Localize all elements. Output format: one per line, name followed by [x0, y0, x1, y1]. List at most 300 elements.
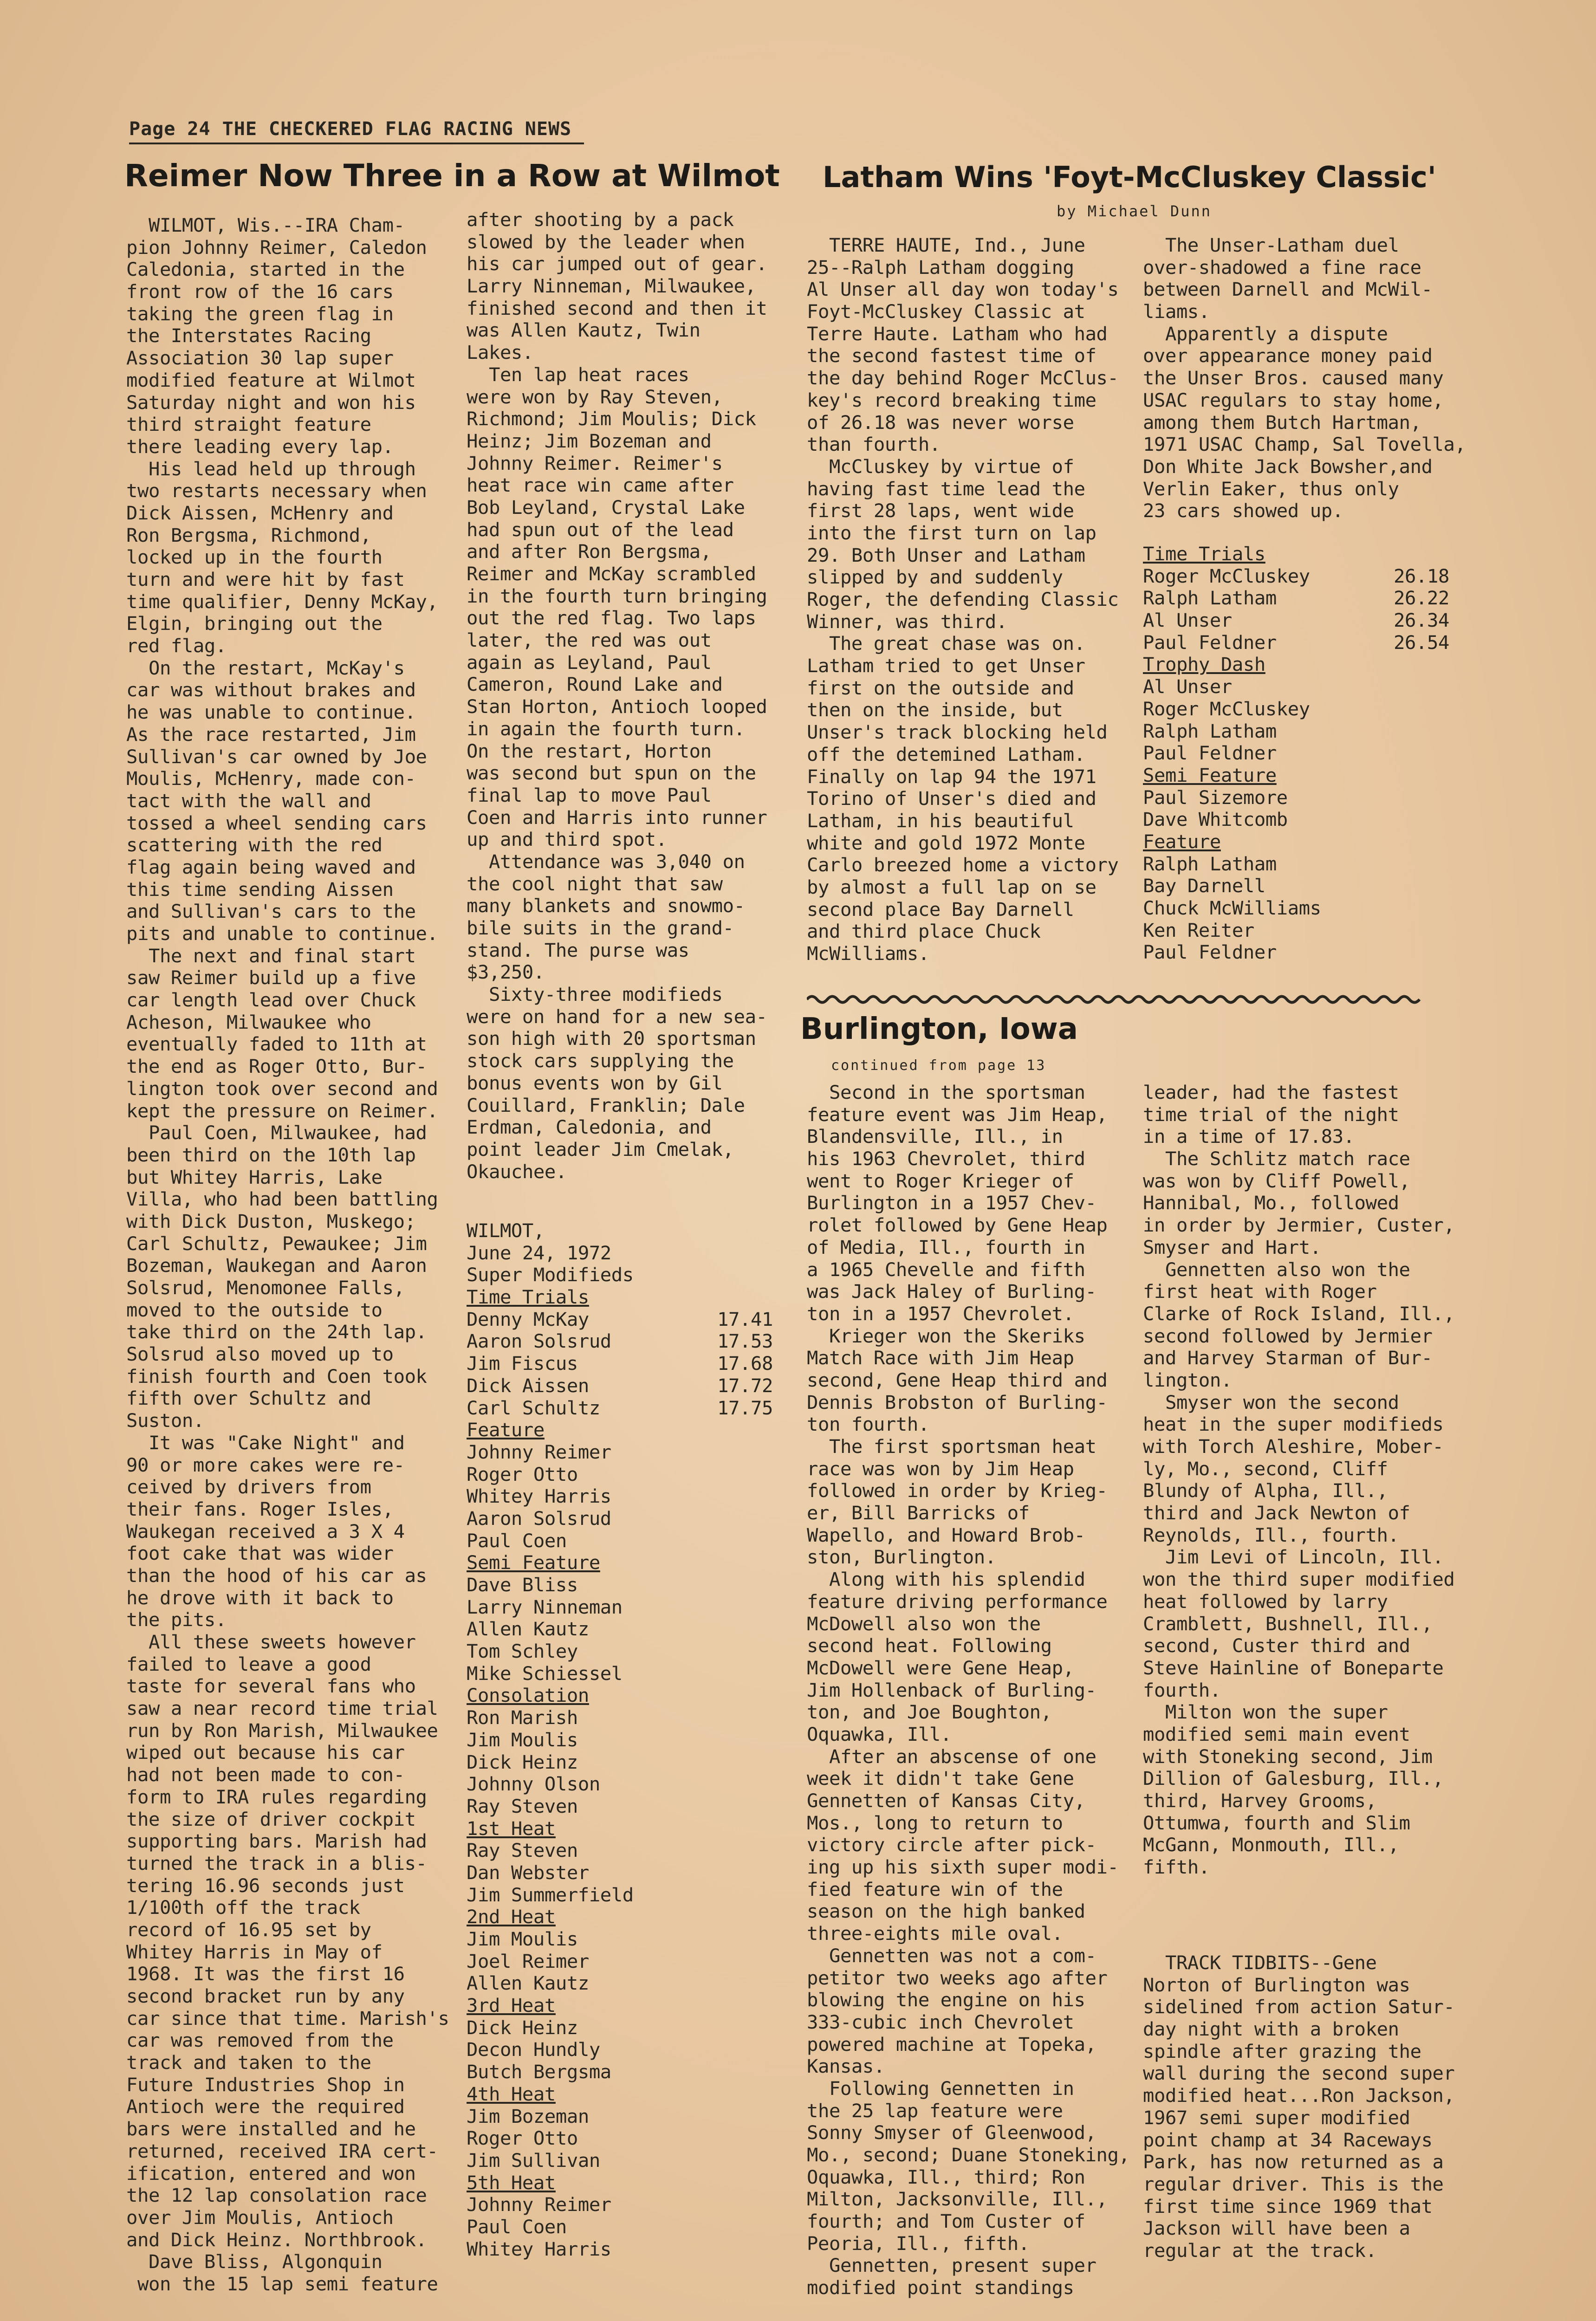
driver-name: Paul Feldner	[1143, 631, 1277, 654]
driver-name: Dick Heinz	[467, 2016, 578, 2039]
article-line: Torino of Unser's died and	[807, 787, 1096, 810]
results-row	[1143, 875, 1449, 897]
results-row	[467, 1508, 773, 1530]
article-line: the pits.	[126, 1608, 227, 1631]
article-line: the day behind Roger McClus-	[807, 367, 1119, 389]
driver-name: Al Unser	[1143, 609, 1232, 632]
lap-time: 26.54	[1394, 631, 1449, 654]
article-line: Unser's track blocking held	[807, 721, 1108, 744]
article-line: TERRE HAUTE, Ind., June	[807, 234, 1085, 256]
article-line: Heinz; Jim Bozeman and	[467, 429, 712, 452]
driver-name: Whitey Harris	[467, 1485, 611, 1508]
article-line: and Harvey Starman of Bur-	[1143, 1347, 1433, 1369]
driver-name: Denny McKay	[467, 1308, 589, 1330]
article-line: fied feature win of the	[807, 1878, 1063, 1900]
article-line: but Whitey Harris, Lake	[126, 1166, 383, 1188]
article-line: Johnny Reimer. Reimer's	[467, 452, 723, 474]
driver-name: Bay Darnell	[1143, 875, 1265, 897]
article-line: Smyser and Hart.	[1143, 1236, 1321, 1258]
driver-name: Jim Sullivan	[467, 2149, 600, 2172]
article-line: key's record breaking time	[807, 389, 1096, 411]
article-line: season on the high banked	[807, 1900, 1085, 1923]
article-line: car was removed from the	[126, 2029, 394, 2052]
article-line: Coen and Harris into runner	[467, 806, 767, 829]
article-line: Richmond; Jim Moulis; Dick	[467, 408, 756, 430]
article-line: saw a near record time trial	[126, 1697, 438, 1720]
article-line: Peoria, Ill., fifth.	[807, 2232, 1030, 2255]
article-line: his 1963 Chevrolet, third	[807, 1148, 1085, 1170]
results-row	[467, 1485, 773, 1508]
lap-time: 26.34	[1394, 609, 1449, 632]
article-line: er, Bill Barricks of	[807, 1502, 1030, 1524]
article-line: Sonny Smyser of Gleenwood,	[807, 2121, 1096, 2144]
driver-name: Allen Kautz	[467, 1972, 589, 1995]
article-line: returned, received IRA cert-	[126, 2139, 438, 2162]
results-row	[467, 1951, 773, 1973]
article-line: Suston.	[126, 1409, 204, 1432]
article-line: second followed by Jermier	[1143, 1324, 1433, 1347]
article-line: final lap to move Paul	[467, 784, 712, 806]
driver-name: Joel Reimer	[467, 1950, 589, 1972]
results-row	[467, 1530, 773, 1552]
article-line: track and taken to the	[126, 2051, 371, 2074]
results-row	[1143, 853, 1449, 875]
article-line: ton fourth.	[807, 1413, 929, 1436]
article-line: second place Bay Darnell	[807, 898, 1074, 921]
article-line: Stan Horton, Antioch looped	[467, 695, 767, 718]
headline-wilmot: Reimer Now Three in a Row at Wilmot	[124, 158, 780, 194]
burlington-column-2	[1143, 1082, 1455, 1879]
article-line: a 1965 Chevelle and fifth	[807, 1258, 1085, 1281]
lap-time: 17.41	[717, 1308, 773, 1330]
article-line: Wapello, and Howard Brob-	[807, 1524, 1085, 1546]
driver-name: Whitey Harris	[467, 2237, 611, 2260]
article-line: record of 16.95 set by	[126, 1918, 371, 1941]
driver-name: Paul Feldner	[1143, 941, 1277, 964]
article-line: Carl Schultz, Pewaukee; Jim	[126, 1232, 427, 1255]
results-heading: Time Trials	[1143, 543, 1265, 565]
article-line: Dave Bliss, Algonquin	[126, 2250, 383, 2273]
article-line: heat in the super modifieds	[1143, 1413, 1444, 1436]
article-line: was won by Cliff Powell,	[1143, 1169, 1410, 1192]
article-line: 23 cars showed up.	[1143, 499, 1343, 522]
driver-name: Johnny Olson	[467, 1773, 600, 1796]
driver-name: Tom Schley	[467, 1640, 578, 1663]
driver-name: Paul Coen	[467, 2215, 567, 2238]
article-line: Apparently a dispute	[1143, 322, 1388, 345]
article-line: was second but spun on the	[467, 762, 756, 784]
article-line: Acheson, Milwaukee who	[126, 1011, 371, 1033]
article-line: were on hand for a new sea-	[467, 1005, 767, 1028]
article-line: many blankets and snowmo-	[467, 895, 745, 917]
article-line: of 26.18 was never worse	[807, 411, 1074, 434]
article-line: The great chase was on.	[807, 632, 1085, 655]
results-row	[467, 2150, 773, 2172]
article-line: run by Ron Marish, Milwaukee	[126, 1719, 438, 1742]
article-line: won the 15 lap semi feature	[126, 2272, 438, 2295]
results-row	[467, 1397, 773, 1420]
results-row	[467, 1751, 773, 1774]
driver-name: Dave Whitcomb	[1143, 808, 1288, 831]
article-line: up and third spot.	[467, 828, 667, 851]
article-line: Roger, the defending Classic	[807, 588, 1119, 610]
driver-name: Jim Moulis	[467, 1928, 578, 1950]
results-row	[467, 1464, 773, 1486]
driver-name: Roger McCluskey	[1143, 564, 1310, 587]
article-line: eventually faded to 11th at	[126, 1033, 427, 1056]
results-row	[467, 1309, 773, 1331]
article-line: red flag.	[126, 635, 227, 657]
article-line: supporting bars. Marish had	[126, 1830, 427, 1853]
article-line: Match Race with Jim Heap	[807, 1347, 1074, 1369]
driver-name: Dan Webster	[467, 1861, 589, 1884]
results-row	[1143, 941, 1449, 964]
article-line: TRACK TIDBITS--Gene	[1143, 1951, 1377, 1974]
article-line: Solsrud also moved up to	[126, 1343, 394, 1366]
article-line: the 25 lap feature were	[807, 2099, 1063, 2122]
article-line: Jackson will have been a	[1143, 2217, 1410, 2240]
article-line: wiped out because his car	[126, 1741, 405, 1764]
article-line: Kansas.	[807, 2055, 885, 2078]
article-line: there leading every lap.	[126, 435, 394, 458]
article-line: having fast time lead the	[807, 477, 1085, 500]
article-line: It was "Cake Night" and	[126, 1431, 405, 1454]
article-line: over-shadowed a fine race	[1143, 256, 1421, 279]
article-line: The Unser-Latham duel	[1143, 234, 1399, 256]
article-line: Lakes.	[467, 341, 533, 364]
article-line: foot cake that was wider	[126, 1542, 394, 1565]
article-line: Verlin Eaker, thus only	[1143, 477, 1399, 500]
article-line: and after Ron Bergsma,	[467, 540, 712, 563]
results-row	[1143, 897, 1449, 920]
article-line: front row of the 16 cars	[126, 280, 394, 303]
article-line: kept the pressure on Reimer.	[126, 1099, 438, 1122]
article-line: Foyt-McCluskey Classic at	[807, 300, 1085, 323]
article-line: second heat. Following	[807, 1634, 1052, 1657]
article-line: Dennis Brobston of Burling-	[807, 1391, 1108, 1413]
article-line: saw Reimer build up a five	[126, 966, 416, 989]
article-line: 1/100th off the track	[126, 1896, 360, 1919]
article-line: taste for several fans who	[126, 1675, 416, 1698]
article-line: Reynolds, Ill., fourth.	[1143, 1524, 1399, 1546]
results-row	[467, 1640, 773, 1663]
article-line: Association 30 lap super	[126, 347, 394, 370]
article-line: McGann, Monmouth, Ill.,	[1143, 1834, 1399, 1856]
article-line: race was won by Jim Heap	[807, 1457, 1074, 1480]
article-line: third, Harvey Grooms,	[1143, 1789, 1377, 1812]
article-line: 333-cubic inch Chevrolet	[807, 2010, 1074, 2033]
results-row	[1143, 787, 1449, 809]
article-line: then on the inside, but	[807, 699, 1063, 721]
article-line: three-eights mile oval.	[807, 1922, 1063, 1945]
article-line: modified heat...Ron Jackson,	[1143, 2084, 1455, 2107]
article-line: heat followed by larry	[1143, 1590, 1388, 1613]
article-line: bars were installed and he	[126, 2118, 416, 2140]
continued-note: continued from page 13	[831, 1057, 1046, 1074]
article-line: the second fastest time of	[807, 344, 1096, 367]
article-line: Whitey Harris in May of	[126, 1940, 383, 1963]
article-line: was Jack Haley of Burling-	[807, 1280, 1096, 1303]
article-line: Milton won the super	[1143, 1701, 1388, 1724]
article-line: with Torch Aleshire, Mober-	[1143, 1435, 1444, 1458]
driver-name: Aaron Solsrud	[467, 1507, 611, 1530]
article-line: Don White Jack Bowsher,and	[1143, 455, 1433, 478]
article-line: rolet followed by Gene Heap	[807, 1214, 1108, 1237]
results-heading: Feature	[1143, 830, 1221, 853]
article-line: later, the red was out	[467, 629, 712, 652]
article-line: first time since 1969 that	[1143, 2195, 1433, 2217]
article-line: Ottumwa, fourth and Slim	[1143, 1811, 1410, 1834]
article-line: been third on the 10th lap	[126, 1143, 416, 1166]
article-line: time trial of the night	[1143, 1103, 1399, 1126]
article-line: Moulis, McHenry, made con-	[126, 767, 416, 790]
article-line: 1967 semi super modified	[1143, 2106, 1410, 2129]
results-heading: Semi Feature	[467, 1551, 600, 1574]
article-line: The first sportsman heat	[807, 1435, 1096, 1458]
article-line: Al Unser all day won today's	[807, 278, 1119, 301]
results-row	[1143, 920, 1449, 942]
results-row	[467, 1862, 773, 1884]
article-line: again as Leyland, Paul	[467, 651, 712, 674]
article-line: Antioch were the required	[126, 2095, 405, 2118]
lap-time: 26.22	[1394, 587, 1449, 609]
article-line: in again the fourth turn.	[467, 717, 745, 740]
driver-name: Johnny Reimer	[467, 1440, 611, 1463]
article-line: after shooting by a pack	[467, 208, 734, 231]
results-row	[467, 1330, 773, 1353]
results-header-line: Super Modifieds	[467, 1264, 634, 1286]
article-line: Gennetten was not a com-	[807, 1944, 1096, 1967]
article-line: second bracket run by any	[126, 1985, 405, 2007]
article-line: stock cars supplying the	[467, 1050, 734, 1072]
article-line: Finally on lap 94 the 1971	[807, 765, 1096, 788]
article-line: heat race win came after	[467, 474, 734, 497]
article-line: into the first turn on lap	[807, 521, 1096, 544]
article-line: Latham, in his beautiful	[807, 809, 1074, 832]
article-line: Sullivan's car owned by Joe	[126, 745, 427, 768]
article-line: His lead held up through	[126, 457, 416, 480]
article-line: modified semi main event	[1143, 1723, 1410, 1745]
article-line: Jim Levi of Lincoln, Ill.	[1143, 1546, 1444, 1569]
article-line: was Allen Kautz, Twin	[467, 319, 701, 342]
results-heading: Feature	[467, 1419, 545, 1441]
article-line: On the restart, Horton	[467, 739, 712, 762]
article-line: second, Custer third and	[1143, 1634, 1410, 1657]
results-row	[1143, 587, 1449, 609]
article-line: point champ at 34 Raceways	[1143, 2128, 1433, 2151]
article-line: 25--Ralph Latham dogging	[807, 256, 1074, 279]
article-line: As the race restarted, Jim	[126, 723, 416, 746]
article-line: of Media, Ill., fourth in	[807, 1236, 1085, 1258]
article-line: Following Gennetten in	[807, 2077, 1074, 2100]
article-line: Blundy of Alpha, Ill.,	[1143, 1479, 1388, 1502]
driver-name: Dick Aissen	[467, 1374, 589, 1397]
article-line: Latham tried to get Unser	[807, 655, 1085, 677]
article-line: car length lead over Chuck	[126, 989, 416, 1011]
article-line: he was unable to continue.	[126, 701, 416, 724]
article-line: out the red flag. Two laps	[467, 607, 756, 629]
article-line: WILMOT, Wis.--IRA Cham-	[126, 214, 405, 236]
article-line: Gennetten, present super	[807, 2254, 1096, 2277]
article-line: Steve Hainline of Boneparte	[1143, 1656, 1444, 1679]
driver-name: Ken Reiter	[1143, 919, 1254, 941]
driver-name: Larry Ninneman	[467, 1595, 623, 1618]
article-line: he drove with it back to	[126, 1586, 394, 1609]
article-line: 1968. It was the first 16	[126, 1963, 405, 1985]
results-row	[467, 2039, 773, 2061]
driver-name: Decon Hundly	[467, 2038, 600, 2061]
article-line: Sixty-three modifieds	[467, 983, 723, 1006]
results-row	[467, 2127, 773, 2150]
results-row	[1143, 676, 1449, 698]
article-line: Carlo breezed home a victory	[807, 854, 1119, 876]
article-line: Mos., long to return to	[807, 1811, 1063, 1834]
lap-time: 17.53	[717, 1330, 773, 1353]
article-line: third and Jack Newton of	[1143, 1502, 1410, 1524]
driver-name: Al Unser	[1143, 675, 1232, 698]
article-line: taking the green flag in	[126, 302, 394, 325]
article-line: Gennetten of Kansas City,	[807, 1789, 1085, 1812]
article-line: Ron Bergsma, Richmond,	[126, 524, 371, 546]
results-row	[467, 1928, 773, 1951]
article-line: spindle after grazing the	[1143, 2040, 1421, 2062]
latham-column-1	[807, 234, 1119, 965]
results-row	[467, 2238, 773, 2261]
article-line: USAC regulars to stay home,	[1143, 389, 1444, 411]
article-line: second, Gene Heap third and	[807, 1368, 1108, 1391]
article-line: Caledonia, started in the	[126, 258, 405, 281]
article-line: 1971 USAC Champ, Sal Tovella,	[1143, 433, 1466, 456]
driver-name: Paul Feldner	[1143, 742, 1277, 765]
article-line: finished second and then it	[467, 297, 767, 319]
article-line: $3,250.	[467, 961, 545, 984]
lap-time: 26.18	[1394, 564, 1449, 587]
driver-name: Carl Schultz	[467, 1396, 600, 1419]
article-line: in order by Jermier, Custer,	[1143, 1214, 1455, 1237]
article-line: regular at the track.	[1143, 2239, 1377, 2262]
results-row	[467, 1353, 773, 1375]
article-line: the 12 lap consolation race	[126, 2184, 427, 2207]
results-row	[467, 1796, 773, 1818]
driver-name: Ralph Latham	[1143, 587, 1277, 609]
lap-time: 17.72	[717, 1374, 773, 1397]
article-line: Bob Leyland, Crystal Lake	[467, 496, 745, 519]
article-line: Dick Aissen, McHenry and	[126, 501, 394, 524]
article-line: over Jim Moulis, Antioch	[126, 2206, 394, 2229]
article-line: Cramblett, Bushnell, Ill.,	[1143, 1612, 1433, 1635]
article-line: Ten lap heat races	[467, 363, 689, 386]
article-line: 29. Both Unser and Latham	[807, 544, 1085, 566]
results-heading: Trophy Dash	[1143, 653, 1265, 676]
article-line: were won by Ray Steven,	[467, 385, 723, 408]
article-line: with Dick Duston, Muskego;	[126, 1210, 416, 1232]
article-line: ton in a 1957 Chevrolet.	[807, 1302, 1074, 1325]
results-heading: 2nd Heat	[467, 1906, 556, 1928]
article-line: went to Roger Krieger of	[807, 1169, 1074, 1192]
article-line: Erdman, Caledonia, and	[467, 1116, 712, 1139]
article-line: than the hood of his car as	[126, 1564, 427, 1587]
results-row	[467, 1840, 773, 1862]
article-line: his car jumped out of gear.	[467, 253, 767, 275]
driver-name: Ray Steven	[467, 1795, 578, 1817]
article-line: feature driving performance	[807, 1590, 1108, 1613]
driver-name: Johnny Reimer	[467, 2193, 611, 2216]
article-line: had not been made to con-	[126, 1763, 405, 1786]
article-line: first 28 laps, went wide	[807, 499, 1074, 522]
driver-name: Jim Fiscus	[467, 1352, 578, 1375]
article-line: Mo., second; Duane Stoneking,	[807, 2144, 1130, 2166]
article-line: Blandensville, Ill., in	[807, 1125, 1063, 1148]
article-line: lington took over second and	[126, 1077, 438, 1100]
article-line: between Darnell and McWil-	[1143, 278, 1433, 301]
article-line: Hannibal, Mo., followed	[1143, 1192, 1399, 1214]
driver-name: Roger Otto	[467, 1463, 578, 1485]
article-line: regular driver. This is the	[1143, 2172, 1444, 2195]
article-line: sidelined from action Satur-	[1143, 1996, 1455, 2018]
article-line: Clarke of Rock Island, Ill.,	[1143, 1302, 1455, 1325]
results-row	[467, 1441, 773, 1464]
article-line: moved to the outside to	[126, 1298, 383, 1321]
headline-latham: Latham Wins 'Foyt-McCluskey Classic'	[823, 160, 1436, 194]
article-line: fifth.	[1143, 1856, 1210, 1879]
article-line: tact with the wall and	[126, 789, 371, 812]
article-line: the cool night that saw	[467, 872, 723, 895]
article-line: two restarts necessary when	[126, 480, 427, 502]
article-line: and Dick Heinz. Northbrook.	[126, 2228, 427, 2251]
article-line: form to IRA rules regarding	[126, 1785, 427, 1808]
results-row	[1143, 632, 1449, 654]
driver-name: Allen Kautz	[467, 1618, 589, 1640]
results-row	[467, 1574, 773, 1596]
article-line: take third on the 24th lap.	[126, 1321, 427, 1343]
article-line: wall during the second super	[1143, 2062, 1455, 2085]
results-row	[467, 1618, 773, 1640]
article-line: in a time of 17.83.	[1143, 1125, 1355, 1148]
article-line: Reimer and McKay scrambled	[467, 563, 756, 585]
article-line: Second in the sportsman	[807, 1081, 1085, 1103]
results-row	[1143, 742, 1449, 765]
article-line: feature event was Jim Heap,	[807, 1103, 1108, 1126]
article-line: 90 or more cakes were re-	[126, 1453, 405, 1476]
article-line: car since that time. Marish's	[126, 2007, 449, 2029]
article-line: scattering with the red	[126, 834, 383, 856]
article-line: blowing the engine on his	[807, 1989, 1085, 2011]
results-row	[467, 2017, 773, 2039]
results-row	[1143, 609, 1449, 632]
article-line: pion Johnny Reimer, Caledon	[126, 236, 427, 259]
results-row	[1143, 809, 1449, 831]
results-heading: Consolation	[467, 1684, 589, 1707]
article-line: bile suits in the grand-	[467, 917, 734, 939]
headline-burlington: Burlington, Iowa	[800, 1012, 1078, 1046]
driver-name: Ron Marish	[467, 1706, 578, 1729]
article-line: son high with 20 sportsman	[467, 1027, 756, 1050]
results-row	[1143, 565, 1449, 588]
article-line: powered machine at Topeka,	[807, 2033, 1096, 2055]
article-line: Burlington in a 1957 Chev-	[807, 1192, 1096, 1214]
article-line: car was without brakes and	[126, 679, 416, 701]
article-line: time qualifier, Denny McKay,	[126, 590, 438, 613]
results-row	[467, 1729, 773, 1751]
driver-name: Dave Bliss	[467, 1574, 578, 1596]
article-line: Solsrud, Menomonee Falls,	[126, 1277, 405, 1299]
article-line: tossed a wheel sending cars	[126, 811, 427, 834]
article-line: the end as Roger Otto, Bur-	[126, 1055, 427, 1078]
article-line: McDowell also won the	[807, 1612, 1041, 1635]
driver-name: Paul Sizemore	[1143, 786, 1288, 809]
article-line: leader, had the fastest	[1143, 1081, 1399, 1103]
article-line: first on the outside and	[807, 676, 1074, 699]
